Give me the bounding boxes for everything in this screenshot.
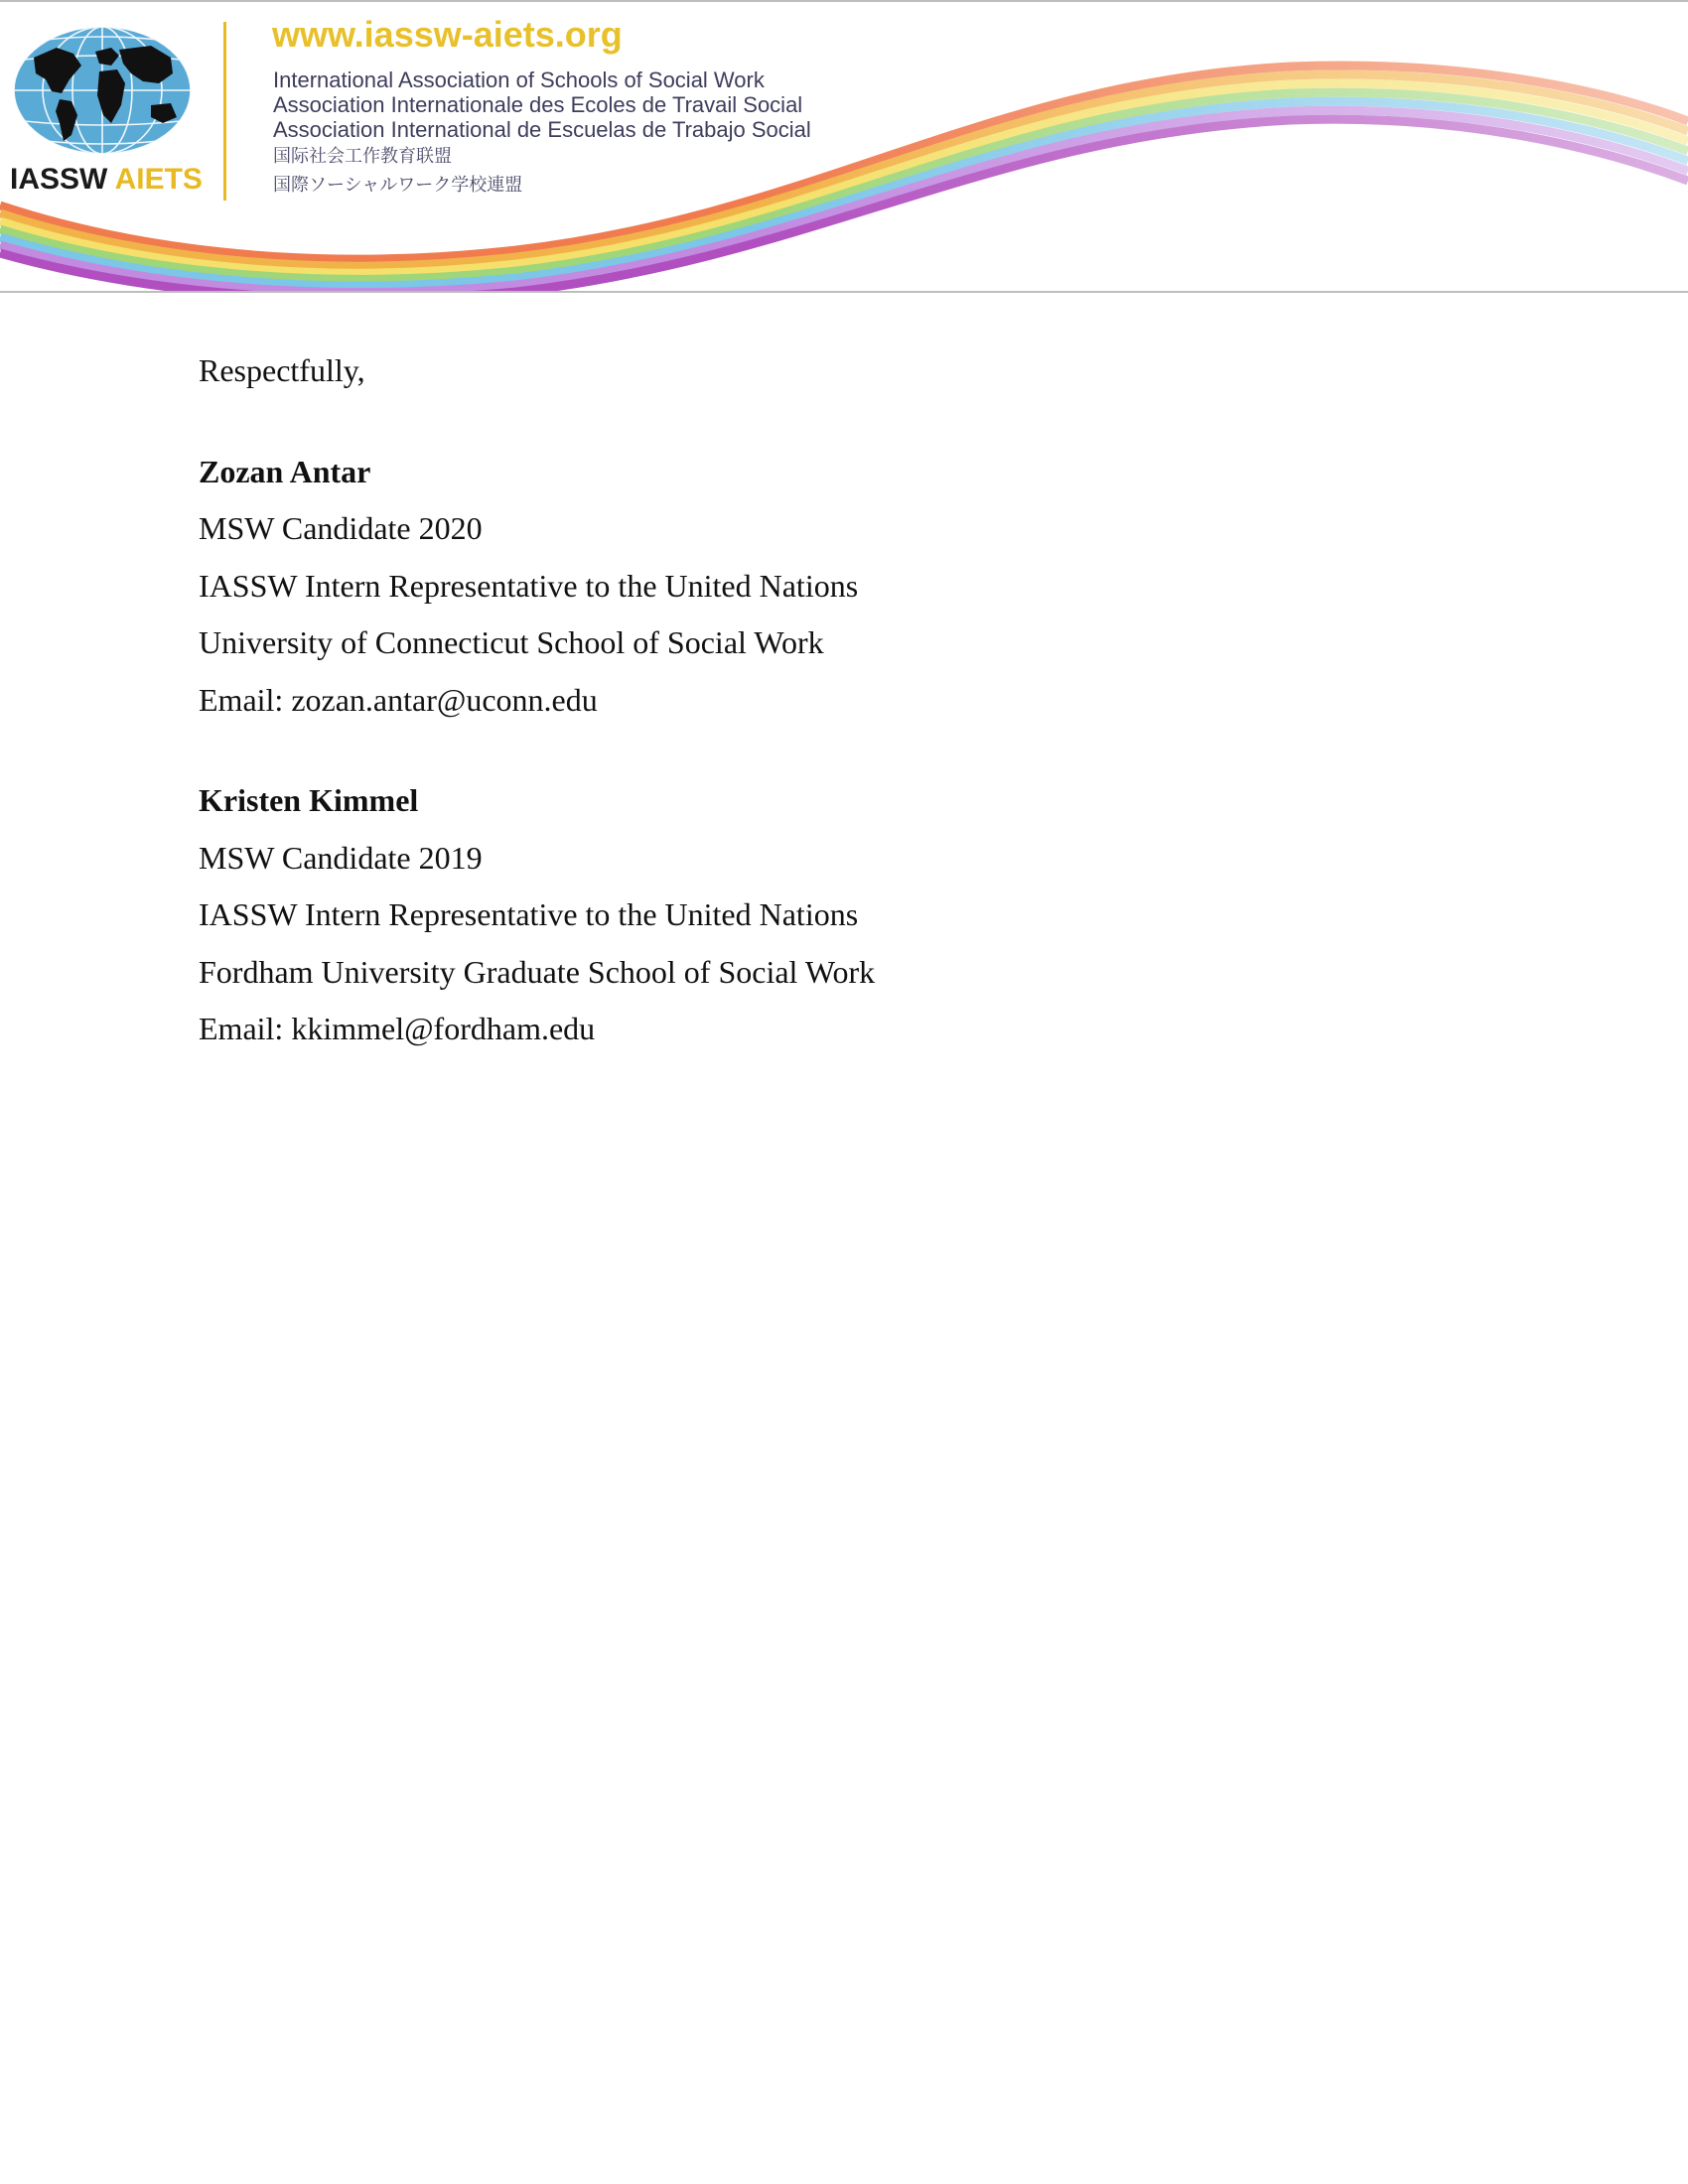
org-name-french: Association Internationale des Ecoles de Travail Social	[273, 92, 803, 117]
website-link[interactable]: www.iassw-aiets.org	[272, 14, 623, 55]
logo-text-iassw: IASSW	[10, 163, 108, 196]
signatory-role: IASSW Intern Representative to the United Nations	[199, 896, 859, 932]
logo-text-aiets: AIETS	[114, 163, 203, 196]
signatory-institution: Fordham University Graduate School of Social Work	[199, 953, 876, 990]
logo-wordmark	[10, 163, 203, 197]
organization-names	[273, 68, 811, 200]
closing-salutation: Respectfully,	[199, 352, 365, 388]
signatory-role: IASSW Intern Representative to the United Nations	[199, 567, 859, 604]
signatory-email[interactable]: Email: zozan.antar@uconn.edu	[199, 681, 598, 718]
header-divider	[223, 22, 226, 201]
signature-block-2	[199, 772, 875, 1058]
org-name-english: International Association of Schools of Social Work	[273, 68, 765, 92]
signatory-email[interactable]: Email: kkimmel@fordham.edu	[199, 1011, 596, 1046]
signatory-title: MSW Candidate 2020	[199, 510, 483, 546]
signature-block-1	[199, 444, 875, 730]
globe-logo-icon	[12, 24, 193, 157]
signatory-name: Kristen Kimmel	[199, 782, 419, 818]
signatory-name: Zozan Antar	[199, 453, 371, 489]
letter-body	[199, 342, 875, 1058]
rainbow-swoosh-graphic	[0, 2, 1688, 293]
letterhead	[0, 0, 1688, 293]
org-name-spanish: Association International de Escuelas de Trabajo Social	[273, 117, 811, 142]
org-name-chinese: 国际社会工作教育联盟	[273, 146, 452, 166]
signatory-title: MSW Candidate 2019	[199, 839, 483, 876]
signatory-institution: University of Connecticut School of Social Work	[199, 624, 824, 660]
org-name-japanese: 国際ソーシャルワーク学校連盟	[273, 175, 523, 195]
